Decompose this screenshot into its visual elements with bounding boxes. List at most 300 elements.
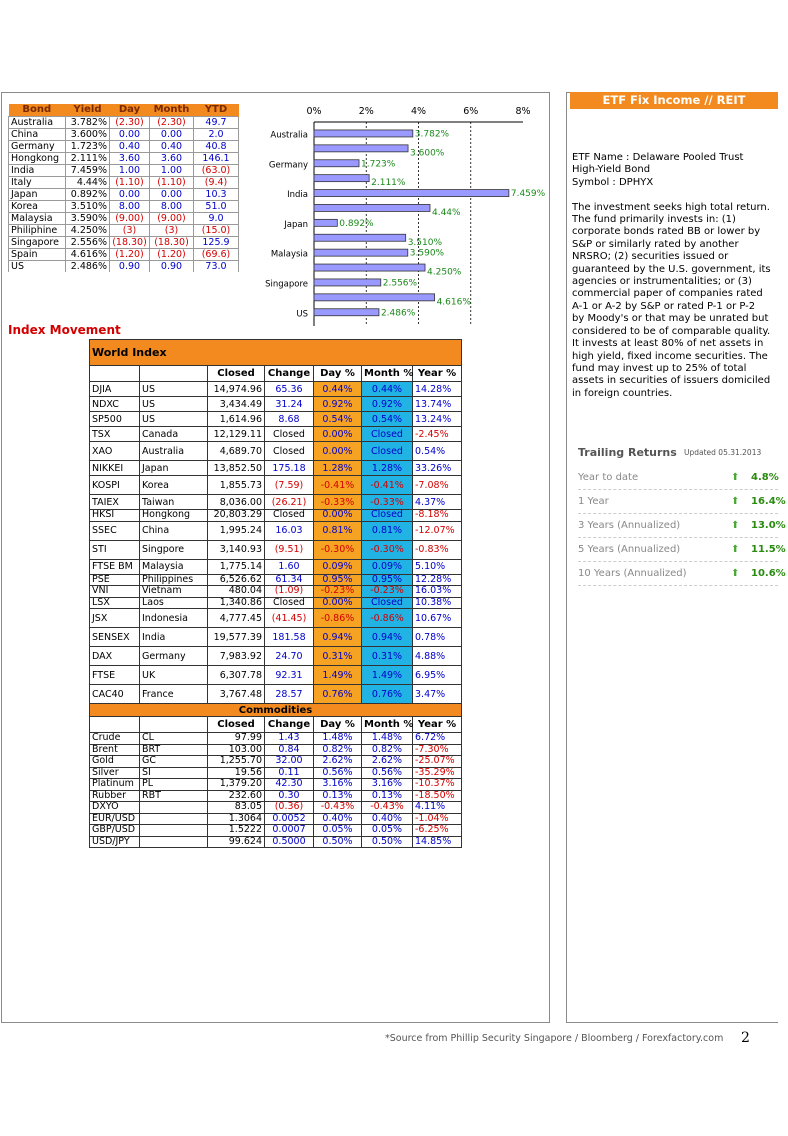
world-index-row: [90, 510, 462, 522]
world-index-row: [90, 442, 462, 461]
bar: [314, 234, 406, 241]
bond-month: 0.90: [150, 260, 194, 272]
index-change: 0.0052: [265, 813, 314, 825]
world-index-row: [90, 427, 462, 442]
world-index-title: World Index: [90, 340, 462, 366]
bond-country: China: [9, 128, 66, 140]
index-change: 92.31: [265, 666, 314, 685]
index-year-pct: 4.37%: [413, 495, 462, 510]
world-col-header: Day %: [314, 366, 362, 382]
index-closed: 4,689.70: [208, 442, 265, 461]
index-country: SI: [140, 767, 208, 779]
index-day-pct: 0.95%: [314, 574, 362, 586]
index-month-pct: Closed: [362, 597, 413, 609]
index-day-pct: 0.40%: [314, 813, 362, 825]
category-label: Singapore: [265, 279, 308, 290]
index-month-pct: 3.16%: [362, 779, 413, 791]
world-col-header: [140, 717, 208, 733]
bond-country: Korea: [9, 200, 66, 212]
world-index-row: [90, 521, 462, 540]
index-month-pct: 0.92%: [362, 397, 413, 412]
bond-row: [9, 152, 239, 164]
index-day-pct: -0.41%: [314, 476, 362, 495]
world-index-row: [90, 733, 462, 745]
data-label: 4.250%: [427, 267, 462, 278]
bond-month: 0.00: [150, 188, 194, 200]
index-month-pct: -0.43%: [362, 802, 413, 814]
index-country: China: [140, 521, 208, 540]
category-label: Japan: [284, 219, 308, 230]
world-col-header: Day %: [314, 717, 362, 733]
world-index-row: [90, 609, 462, 628]
index-country: Philippines: [140, 574, 208, 586]
world-index-row: [90, 802, 462, 814]
bond-day: 8.00: [110, 200, 150, 212]
index-change: 1.60: [265, 559, 314, 574]
data-label: 3.510%: [407, 237, 443, 248]
index-code: XAO: [90, 442, 140, 461]
index-closed: 1,855.73: [208, 476, 265, 495]
bar: [314, 160, 359, 167]
bond-month: 1.00: [150, 164, 194, 176]
up-arrow-icon: ⬆: [731, 496, 740, 507]
bar: [314, 204, 430, 211]
index-change: 0.5000: [265, 836, 314, 848]
world-index-row: [90, 779, 462, 791]
index-day-pct: -0.33%: [314, 495, 362, 510]
index-country: Canada: [140, 427, 208, 442]
bond-month: 3.60: [150, 152, 194, 164]
trailing-return-row: [578, 538, 786, 562]
index-month-pct: Closed: [362, 427, 413, 442]
bond-yield: 2.111%: [66, 152, 110, 164]
bond-ytd: 10.3: [194, 188, 239, 200]
bond-yield: 4.44%: [66, 176, 110, 188]
bond-row: [9, 236, 239, 248]
index-code: DXYO: [90, 802, 140, 814]
bond-ytd: 9.0: [194, 212, 239, 224]
index-year-pct: 0.78%: [413, 628, 462, 647]
world-index-row: [90, 559, 462, 574]
bond-ytd: 125.9: [194, 236, 239, 248]
data-label: 0.892%: [339, 218, 374, 229]
world-index-row: [90, 574, 462, 586]
commodities-section: [90, 704, 462, 717]
index-code: Crude: [90, 733, 140, 745]
world-col-header: [140, 366, 208, 382]
index-year-pct: -10.37%: [413, 779, 462, 791]
bond-row: [9, 224, 239, 236]
bond-country: Italy: [9, 176, 66, 188]
world-index-row: [90, 628, 462, 647]
world-index-row: [90, 476, 462, 495]
index-year-pct: -18.50%: [413, 790, 462, 802]
index-day-pct: 0.81%: [314, 521, 362, 540]
world-index-row: [90, 461, 462, 476]
index-day-pct: 0.05%: [314, 825, 362, 837]
index-month-pct: 0.56%: [362, 767, 413, 779]
bond-yield: 0.892%: [66, 188, 110, 200]
bond-col-header: Day: [110, 104, 150, 116]
index-country: Vietnam: [140, 586, 208, 598]
index-country: [140, 813, 208, 825]
index-day-pct: 0.94%: [314, 628, 362, 647]
trailing-return-row: [578, 466, 778, 490]
index-day-pct: 0.00%: [314, 597, 362, 609]
index-month-pct: 1.28%: [362, 461, 413, 476]
world-index-row: [90, 744, 462, 756]
index-month-pct: -0.86%: [362, 609, 413, 628]
index-day-pct: 0.76%: [314, 685, 362, 704]
index-month-pct: -0.30%: [362, 540, 413, 559]
index-month-pct: 1.48%: [362, 733, 413, 745]
bar: [314, 294, 435, 301]
index-change: 31.24: [265, 397, 314, 412]
index-month-pct: 0.81%: [362, 521, 413, 540]
index-year-pct: 6.95%: [413, 666, 462, 685]
bond-ytd: 73.0: [194, 260, 239, 272]
world-column-headers: [90, 366, 462, 382]
x-tick-label: 4%: [410, 106, 427, 117]
index-day-pct: 1.48%: [314, 733, 362, 745]
bond-yield-table: [8, 104, 239, 272]
category-label: Australia: [270, 130, 308, 141]
index-month-pct: 0.82%: [362, 744, 413, 756]
index-closed: 1,995.24: [208, 521, 265, 540]
index-country: Laos: [140, 597, 208, 609]
bond-day: (9.00): [110, 212, 150, 224]
index-closed: 20,803.29: [208, 510, 265, 522]
index-closed: 99.624: [208, 836, 265, 848]
etf-header: ETF Fix Income // REIT: [570, 92, 778, 109]
bond-month: (9.00): [150, 212, 194, 224]
index-month-pct: 0.54%: [362, 412, 413, 427]
world-index-table: [89, 339, 462, 848]
return-period: Year to date: [578, 472, 639, 483]
index-change: (7.59): [265, 476, 314, 495]
index-year-pct: 12.28%: [413, 574, 462, 586]
up-arrow-icon: ⬆: [731, 544, 740, 555]
world-index-row: [90, 412, 462, 427]
return-period: 10 Years (Annualized): [578, 568, 687, 579]
index-change: 65.36: [265, 382, 314, 397]
world-index-row: [90, 666, 462, 685]
index-month-pct: 1.49%: [362, 666, 413, 685]
index-code: Gold: [90, 756, 140, 768]
world-index-row: [90, 790, 462, 802]
index-closed: 19.56: [208, 767, 265, 779]
index-closed: 12,129.11: [208, 427, 265, 442]
bond-country: US: [9, 260, 66, 272]
index-code: PSE: [90, 574, 140, 586]
index-closed: 1.3064: [208, 813, 265, 825]
index-country: [140, 825, 208, 837]
index-day-pct: 0.31%: [314, 647, 362, 666]
category-label: Germany: [268, 160, 308, 171]
index-change: 24.70: [265, 647, 314, 666]
bond-row: [9, 200, 239, 212]
commodities-title: Commodities: [90, 704, 462, 717]
index-country: GC: [140, 756, 208, 768]
bond-ytd: 40.8: [194, 140, 239, 152]
index-month-pct: 0.31%: [362, 647, 413, 666]
index-closed: 1,340.86: [208, 597, 265, 609]
bar: [314, 219, 337, 226]
index-code: VNI: [90, 586, 140, 598]
world-index-row: [90, 836, 462, 848]
index-month-pct: 0.13%: [362, 790, 413, 802]
index-country: CL: [140, 733, 208, 745]
index-country: France: [140, 685, 208, 704]
return-period: 3 Years (Annualized): [578, 520, 681, 531]
trailing-returns: [578, 446, 788, 586]
category-label: US: [296, 309, 308, 320]
return-value: 4.8%: [751, 472, 779, 483]
bond-month: (3): [150, 224, 194, 236]
index-change: Closed: [265, 510, 314, 522]
world-index-row: [90, 495, 462, 510]
index-day-pct: 1.28%: [314, 461, 362, 476]
bond-yield: 2.556%: [66, 236, 110, 248]
index-change: (26.21): [265, 495, 314, 510]
bond-day: 0.00: [110, 188, 150, 200]
bond-country: Philiphine: [9, 224, 66, 236]
data-label: 2.111%: [371, 178, 406, 189]
index-day-pct: 0.00%: [314, 427, 362, 442]
index-closed: 6,307.78: [208, 666, 265, 685]
index-year-pct: 13.24%: [413, 412, 462, 427]
index-year-pct: -35.29%: [413, 767, 462, 779]
bond-month: (1.20): [150, 248, 194, 260]
page-number: 2: [741, 1030, 750, 1046]
bar: [314, 264, 425, 271]
return-period: 1 Year: [578, 496, 609, 507]
return-period: 5 Years (Annualized): [578, 544, 681, 555]
bond-ytd: 49.7: [194, 116, 239, 128]
bond-row: [9, 164, 239, 176]
index-code: STI: [90, 540, 140, 559]
bond-day: (1.10): [110, 176, 150, 188]
bond-day: 3.60: [110, 152, 150, 164]
world-col-header: [90, 366, 140, 382]
bond-yield-bar-chart: [260, 104, 545, 326]
world-index-row: [90, 382, 462, 397]
index-closed: 14,974.96: [208, 382, 265, 397]
index-year-pct: 5.10%: [413, 559, 462, 574]
return-value: 16.4%: [751, 496, 786, 507]
index-closed: 6,526.62: [208, 574, 265, 586]
index-code: FTSE: [90, 666, 140, 685]
bond-country: Hongkong: [9, 152, 66, 164]
index-year-pct: -6.25%: [413, 825, 462, 837]
index-country: Hongkong: [140, 510, 208, 522]
index-closed: 1,255.70: [208, 756, 265, 768]
index-day-pct: 0.13%: [314, 790, 362, 802]
index-year-pct: 33.26%: [413, 461, 462, 476]
bond-yield: 4.616%: [66, 248, 110, 260]
index-country: Malaysia: [140, 559, 208, 574]
index-change: 1.43: [265, 733, 314, 745]
world-index-row: [90, 685, 462, 704]
index-year-pct: -7.30%: [413, 744, 462, 756]
world-index-row: [90, 767, 462, 779]
bond-ytd: (9.4): [194, 176, 239, 188]
index-year-pct: 4.11%: [413, 802, 462, 814]
bond-col-header: Yield: [66, 104, 110, 116]
bond-month: (1.10): [150, 176, 194, 188]
index-code: SP500: [90, 412, 140, 427]
bond-month: 0.00: [150, 128, 194, 140]
index-country: Singpore: [140, 540, 208, 559]
index-movement-title: Index Movement: [8, 323, 121, 337]
bond-yield: 3.510%: [66, 200, 110, 212]
bar: [314, 145, 408, 152]
bond-yield: 3.782%: [66, 116, 110, 128]
index-month-pct: Closed: [362, 510, 413, 522]
x-tick-label: 8%: [515, 106, 531, 117]
bond-country: Spain: [9, 248, 66, 260]
bond-day: (18.30): [110, 236, 150, 248]
index-year-pct: 14.85%: [413, 836, 462, 848]
bond-ytd: 2.0: [194, 128, 239, 140]
index-closed: 7,983.92: [208, 647, 265, 666]
index-code: TAIEX: [90, 495, 140, 510]
bond-row: [9, 140, 239, 152]
index-country: Japan: [140, 461, 208, 476]
bond-day: (1.20): [110, 248, 150, 260]
bond-yield: 4.250%: [66, 224, 110, 236]
index-closed: 1,614.96: [208, 412, 265, 427]
bond-ytd: (15.0): [194, 224, 239, 236]
index-day-pct: 0.54%: [314, 412, 362, 427]
source-footnote: *Source from Phillip Security Singapore / Bloomberg / Forexfactory.com: [385, 1033, 724, 1044]
index-country: [140, 802, 208, 814]
index-day-pct: 0.00%: [314, 510, 362, 522]
index-country: PL: [140, 779, 208, 791]
trailing-returns-title: Trailing Returns: [578, 446, 677, 459]
index-year-pct: 6.72%: [413, 733, 462, 745]
world-column-headers: [90, 717, 462, 733]
index-code: USD/JPY: [90, 836, 140, 848]
index-country: Indonesia: [140, 609, 208, 628]
index-month-pct: 0.95%: [362, 574, 413, 586]
index-code: NIKKEI: [90, 461, 140, 476]
world-index-row: [90, 597, 462, 609]
x-tick-label: 6%: [463, 106, 479, 117]
index-change: Closed: [265, 427, 314, 442]
bond-yield: 2.486%: [66, 260, 110, 272]
index-closed: 19,577.39: [208, 628, 265, 647]
index-day-pct: 0.92%: [314, 397, 362, 412]
index-country: Taiwan: [140, 495, 208, 510]
world-index-row: [90, 647, 462, 666]
index-closed: 3,767.48: [208, 685, 265, 704]
index-month-pct: 0.94%: [362, 628, 413, 647]
world-col-header: Month %: [362, 366, 413, 382]
index-day-pct: 0.56%: [314, 767, 362, 779]
index-closed: 97.99: [208, 733, 265, 745]
index-year-pct: 16.03%: [413, 586, 462, 598]
bond-country: India: [9, 164, 66, 176]
index-year-pct: 13.74%: [413, 397, 462, 412]
bar: [314, 249, 408, 256]
index-day-pct: -0.30%: [314, 540, 362, 559]
index-month-pct: 2.62%: [362, 756, 413, 768]
index-closed: 13,852.50: [208, 461, 265, 476]
etf-description: ETF Name : Delaware Pooled Trust High-Yield Bond Symbol : DPHYX The investment seeks high total return. The fund primarily invests in: (1) corporate bonds rated BB or lower by S&P or similarly rated by another NRSRO; (2) securities issued or guaranteed by the U.S. government, its agencies or instrumentalities; or (3) commercial paper of companies rated A-1 or A-2 by S&P or rated P-1 or P-2 by Moody's or that may be unrated but considered to be of comparable quality. It invests at least 80% of net assets in high yield, fixed income securities. The fund may invest up to 25% of total assets in securities of issuers domiciled in foreign countries.: [572, 152, 771, 399]
index-country: RBT: [140, 790, 208, 802]
index-closed: 232.60: [208, 790, 265, 802]
bar: [314, 130, 413, 137]
index-month-pct: 0.09%: [362, 559, 413, 574]
index-code: SSEC: [90, 521, 140, 540]
index-month-pct: -0.33%: [362, 495, 413, 510]
x-tick-label: 2%: [358, 106, 374, 117]
index-year-pct: -1.04%: [413, 813, 462, 825]
bond-ytd: 51.0: [194, 200, 239, 212]
index-day-pct: 0.00%: [314, 442, 362, 461]
index-code: SENSEX: [90, 628, 140, 647]
index-day-pct: 2.62%: [314, 756, 362, 768]
bond-col-header: Month: [150, 104, 194, 116]
bond-row: [9, 260, 239, 272]
index-closed: 1,775.14: [208, 559, 265, 574]
index-country: US: [140, 382, 208, 397]
index-day-pct: 3.16%: [314, 779, 362, 791]
bond-country: Germany: [9, 140, 66, 152]
bond-ytd: (69.6): [194, 248, 239, 260]
bond-row: [9, 116, 239, 128]
world-index-row: [90, 586, 462, 598]
category-label: Malaysia: [270, 249, 308, 260]
index-month-pct: 0.76%: [362, 685, 413, 704]
index-month-pct: 0.40%: [362, 813, 413, 825]
data-label: 7.459%: [510, 189, 546, 200]
up-arrow-icon: ⬆: [731, 472, 740, 483]
world-index-row: [90, 540, 462, 559]
index-day-pct: -0.23%: [314, 586, 362, 598]
index-closed: 83.05: [208, 802, 265, 814]
index-month-pct: -0.41%: [362, 476, 413, 495]
world-col-header: Year %: [413, 717, 462, 733]
bond-row: [9, 128, 239, 140]
index-change: 0.0007: [265, 825, 314, 837]
trailing-return-row: [578, 490, 786, 514]
data-label: 3.782%: [414, 129, 450, 140]
index-year-pct: -2.45%: [413, 427, 462, 442]
index-closed: 8,036.00: [208, 495, 265, 510]
bond-day: 0.00: [110, 128, 150, 140]
bond-yield: 1.723%: [66, 140, 110, 152]
data-label: 3.590%: [409, 248, 445, 259]
data-label: 4.44%: [431, 207, 461, 218]
bond-col-header: YTD: [194, 104, 239, 116]
bond-row: [9, 248, 239, 260]
index-change: 8.68: [265, 412, 314, 427]
index-code: NDXC: [90, 397, 140, 412]
bond-ytd: 146.1: [194, 152, 239, 164]
index-country: BRT: [140, 744, 208, 756]
index-change: 16.03: [265, 521, 314, 540]
index-code: KOSPI: [90, 476, 140, 495]
data-label: 3.600%: [410, 148, 445, 159]
bond-yield: 7.459%: [66, 164, 110, 176]
index-change: (1.09): [265, 586, 314, 598]
world-index-row: [90, 756, 462, 768]
index-country: Korea: [140, 476, 208, 495]
world-col-header: Change: [265, 717, 314, 733]
index-code: TSX: [90, 427, 140, 442]
